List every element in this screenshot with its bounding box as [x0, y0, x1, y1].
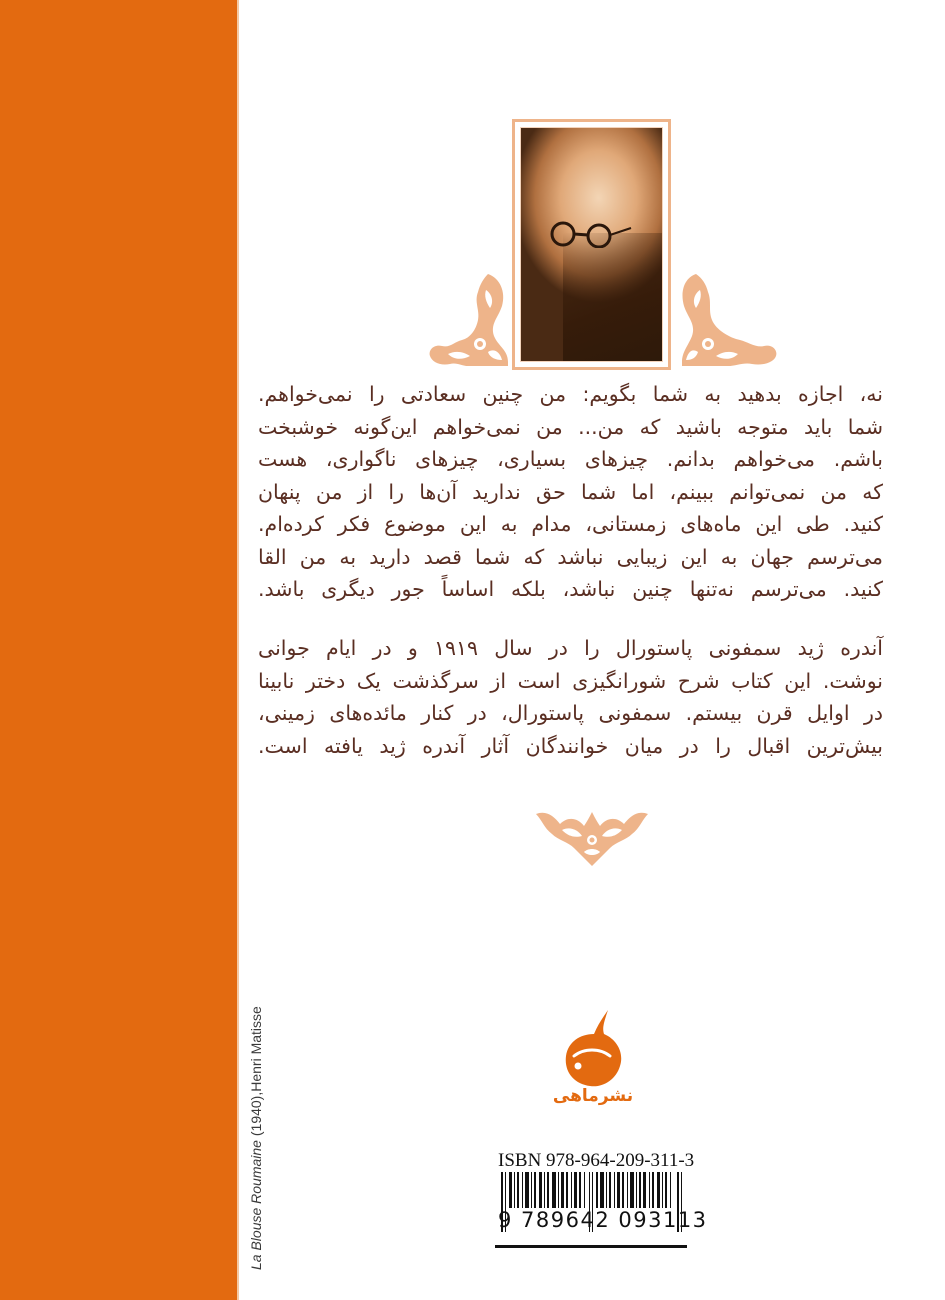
excerpt-line: نه، اجازه بدهید به شما بگویم: من چنین سعادتی را نمی‌خواهم.: [258, 382, 883, 406]
left-ornament-icon: [428, 272, 510, 368]
fish-drop-logo-icon: [558, 1008, 630, 1088]
barcode-digits: 9 789642 093113: [498, 1208, 708, 1232]
excerpt-line: کنید. طی این ماه‌های زمستانی، مدام به این موضوع فکر کرده‌ام.: [258, 512, 883, 536]
artwork-caption: [248, 1006, 264, 1270]
isbn-label: ISBN 978-964-209-311-3: [498, 1150, 695, 1171]
spine-edge: [237, 0, 239, 1300]
glasses-detail: [543, 220, 633, 248]
excerpt-line: می‌ترسم جهان به این زیبایی نباشد که شما قصد دارید به من القا: [258, 544, 883, 569]
description-line: بیش‌ترین اقبال را در میان خوانندگان آثار آندره ژید یافته است.: [258, 733, 883, 758]
artwork-credit: (1940),Henri Matisse: [248, 1006, 264, 1141]
center-ornament-icon: [532, 806, 652, 868]
book-excerpt: [258, 378, 883, 606]
excerpt-line: شما باید متوجه باشید که من... من نمی‌خواهم این‌گونه خوشبخت: [258, 414, 883, 439]
description-line: نوشت. این کتاب شرح شورانگیزی است از سرگذشت یک دختر نابینا: [258, 668, 883, 693]
description-line: در اوایل قرن بیستم. سمفونی پاستورال، در کنار مائده‌های زمینی،: [258, 701, 883, 725]
excerpt-line: باشم. می‌خواهم بدانم. چیزهای بسیاری، چیزهای ناگواری، هست: [258, 447, 883, 471]
barcode-underline: [495, 1245, 687, 1248]
publisher-name: نشرماهی: [552, 1086, 634, 1106]
author-portrait-frame: [512, 119, 671, 370]
excerpt-line: که من نمی‌توانم ببینم، اما شما حق ندارید آن‌ها را از من پنهان: [258, 479, 883, 504]
excerpt-line: کنید. می‌ترسم نه‌تنها چنین نباشد، بلکه اساساً جور دیگری باشد.: [258, 577, 883, 601]
author-portrait-photo: [520, 127, 663, 362]
book-description: [258, 632, 883, 762]
right-ornament-icon: [678, 272, 778, 368]
artwork-title: La Blouse Roumaine: [248, 1140, 264, 1270]
orange-spine-band: [0, 0, 237, 1300]
description-line: آندره ژید سمفونی پاستورال را در سال ۱۹۱۹ و در ایام جوانی: [258, 636, 883, 660]
